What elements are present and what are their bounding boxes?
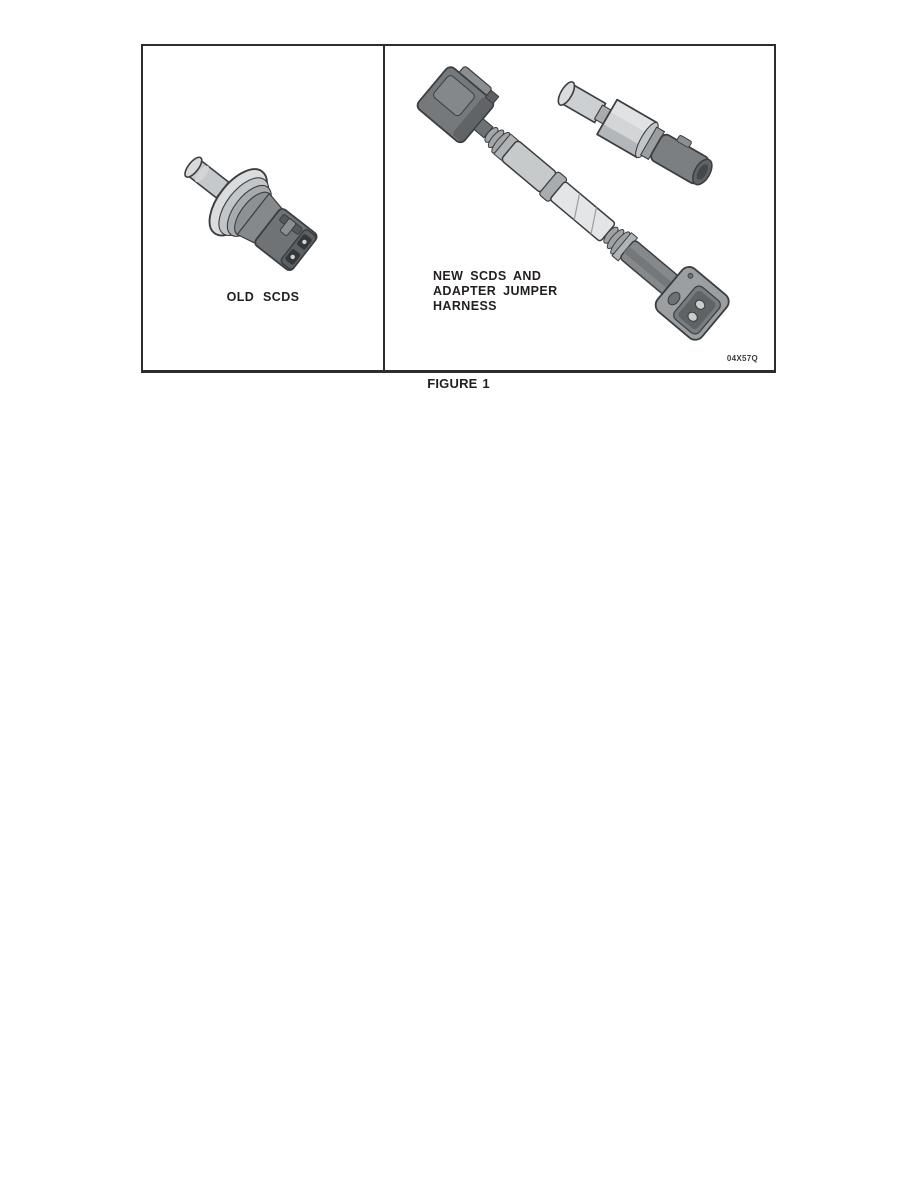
new-scds-label-line1: NEW SCDS AND (433, 269, 542, 283)
new-scds-label (433, 269, 558, 314)
new-scds-and-harness-illustration (385, 46, 772, 370)
old-scds-illustration (143, 46, 383, 370)
new-scds-panel (385, 46, 774, 370)
new-scds-label-line3: HARNESS (433, 299, 497, 313)
new-scds-label-line2: ADAPTER JUMPER (433, 284, 558, 298)
figure-1-box (141, 44, 776, 373)
part-code: 04X57Q (726, 354, 758, 363)
old-scds-label: OLD SCDS (226, 290, 300, 304)
figure-caption: FIGURE 1 (427, 376, 490, 391)
new-scds-sensor (552, 73, 720, 194)
old-scds-panel (143, 46, 385, 370)
